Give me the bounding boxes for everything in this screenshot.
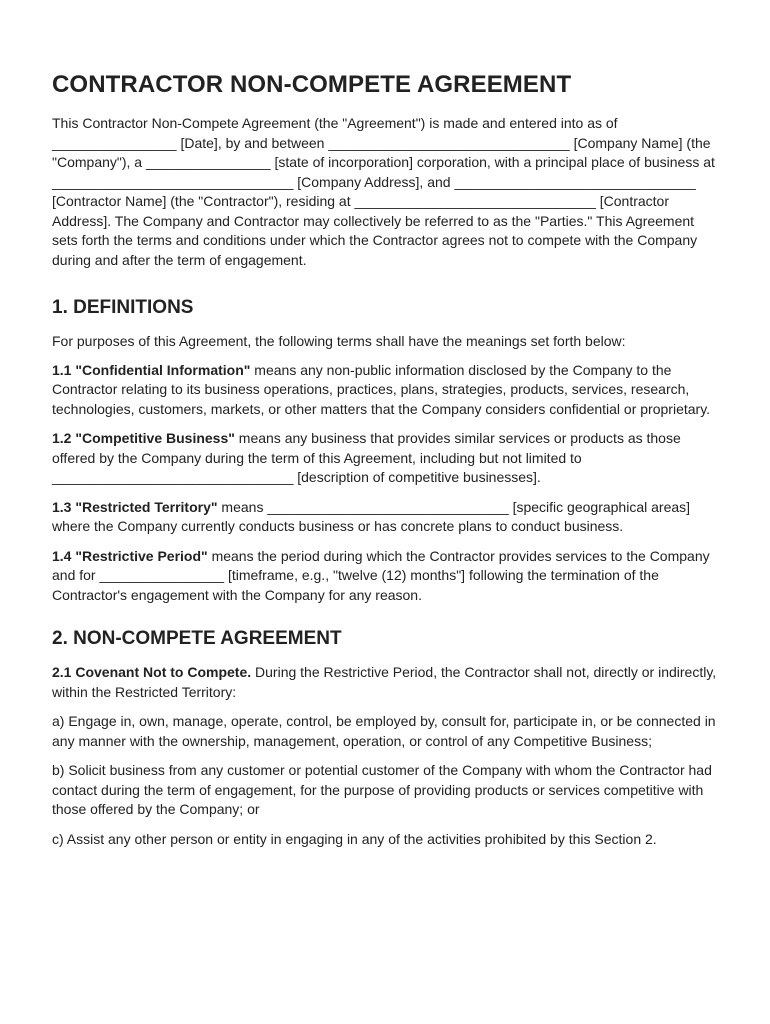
covenant-term: 2.1 Covenant Not to Compete. <box>52 664 252 680</box>
definition-text: means the period during which the Contractor provides services to the Company and for ________________ [timeframe, e.g., "twelve (12) months"] following the termination of the Contractor's engagement with the Company for any reason. <box>52 547 710 603</box>
definition-restrictive-period <box>52 547 722 606</box>
definition-term: 1.3 "Restricted Territory" <box>52 498 218 515</box>
covenant-text: During the Restrictive Period, the Contractor shall not, directly or indirectly, within the Restricted Territory: <box>52 664 717 700</box>
covenant-paragraph <box>52 663 722 702</box>
definition-restricted-territory <box>52 498 722 537</box>
definition-text: means any business that provides similar services or products as those offered by the Company during the term of this Agreement, including but not limited to _______________________________ [description of competitive businesses]. <box>52 430 681 485</box>
clause-b: b) Solicit business from any customer or potential customer of the Company with whom the Contractor had contact during the term of engagement, for the purpose of providing products or services competitive with those offered by the Company; or <box>52 762 712 817</box>
document-body <box>52 70 722 859</box>
definition-term: 1.2 "Competitive Business" <box>52 430 235 446</box>
clause-a: a) Engage in, own, manage, operate, control, be employed by, consult for, participate in, or be connected in any manner with the ownership, management, operation, or control of any Competitive Business; <box>52 713 716 749</box>
clause-c: c) Assist any other person or entity in engaging in any of the activities prohibited by this Section 2. <box>52 830 657 847</box>
definition-text: means any non-public information disclosed by the Company to the Contractor relating to its business operations, practices, plans, strategies, products, services, research, technologies, customers, markets, or other matters that the Company considers confidential or proprietary. <box>52 361 711 417</box>
definition-term: 1.4 "Restrictive Period" <box>52 547 208 564</box>
definition-term: 1.1 "Confidential Information" <box>52 361 251 378</box>
definition-text: means _______________________________ [specific geographical areas] where the Company currently conducts business or has concrete plans to conduct business. <box>52 498 691 534</box>
intro-paragraph: This Contractor Non-Compete Agreement (the "Agreement") is made and entered into as of ________________ [Date], by and between _______________________________ [Company Name] (the "Company"), a ________________ [state of incorporation] corporation, with a principal place of business at _______________________________ [Company Address], and _______________________________ [Contractor Name] (the "Contractor"), residing at _______________________________ [Contractor Address]. The Company and Contractor may collectively be referred to as the "Parties." This Agreement sets forth the terms and conditions under which the Contractor agrees not to compete with the Company during and after the term of engagement. <box>52 115 715 268</box>
section-heading-definitions: 1. DEFINITIONS <box>52 297 194 318</box>
document-title: CONTRACTOR NON-COMPETE AGREEMENT <box>52 71 572 98</box>
definition-confidential-information <box>52 361 722 420</box>
definition-competitive-business <box>52 429 722 488</box>
definitions-lead: For purposes of this Agreement, the following terms shall have the meanings set forth below: <box>52 333 626 349</box>
section-heading-non-compete: 2. NON-COMPETE AGREEMENT <box>52 628 342 649</box>
